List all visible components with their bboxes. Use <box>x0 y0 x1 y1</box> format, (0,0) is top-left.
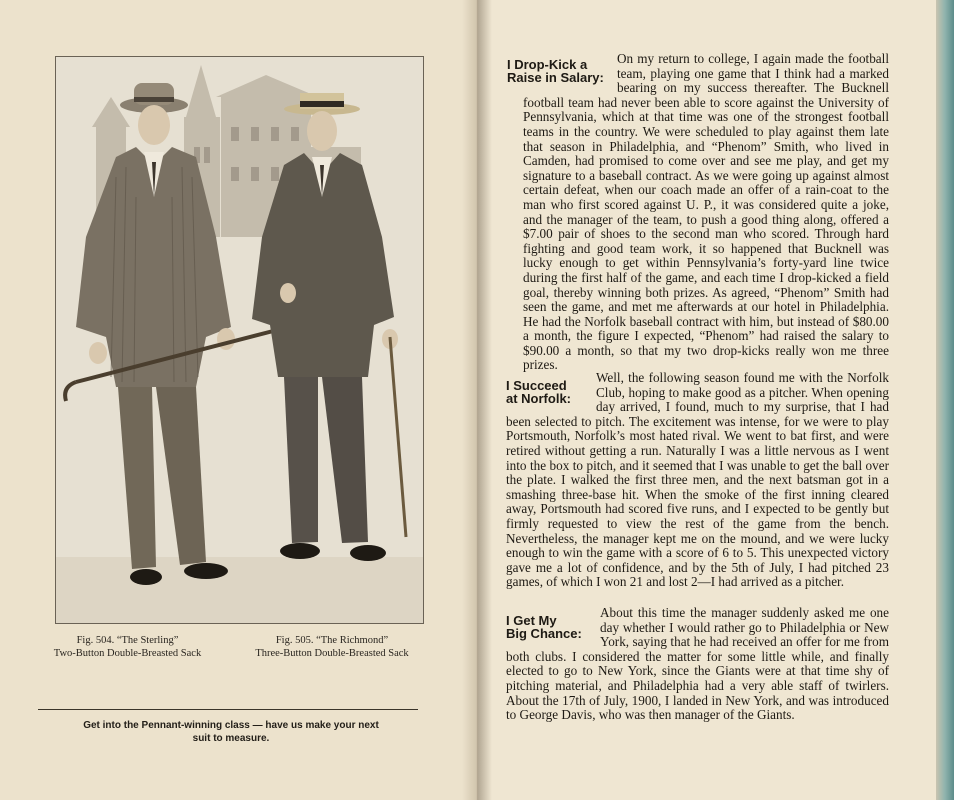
section-heading: I Get My Big Chance: <box>506 613 582 641</box>
section-body: On my return to college, I again made the football team, playing one game that I think had a marked bearing on my success thereafter. The Bucknell football team had never been able to score against the University of Pennsylvania, which at that time was one of the strongest football teams in the country. We were scheduled to play against them late that season in Philadelphia, and “Phenom” Smith, who lived in Camden, had promised to come over and see me play, and get my signature to a baseball contract. As we were going up against almost certain defeat, when our coach made an offer of a rain-coat to the man who first scored against U. P., it was considered quite a joke, and the manager of the team, to push a good thing along, offered a $7.00 pair of shoes to the second man who scored. Through hard fighting and good team work, it so happened that Bucknell was lucky enough to get within Pennsylvania’s forty-yard line twice during the first half of the game, and each time I drop-kicked a field goal, thereby winning both prizes. As agreed, “Phenom” Smith had seen the game, and met me afterwards at our hotel in Philadelphia. He had the Norfolk baseball contract with him, but instead of $80.00 a month, the figure I expected, “Phenom” had raised the salary to $90.00 a month, so that my two drop-kicks really won me three prizes. <box>523 51 889 373</box>
advertising-slogan <box>46 719 416 745</box>
slogan-line-1: Get into the Pennant-winning class — have us make your next <box>83 720 379 731</box>
section-big-chance <box>506 606 889 723</box>
slogan-line-2: suit to measure. <box>192 733 270 744</box>
section-drop-kick <box>507 51 889 373</box>
figure-name: “The Richmond” <box>316 635 389 646</box>
figure-caption-richmond <box>232 634 432 660</box>
section-norfolk <box>506 371 889 590</box>
book-gutter <box>462 0 492 800</box>
two-men-in-suits-image <box>56 57 423 623</box>
figure-label: Fig. 504. <box>76 635 115 646</box>
section-body: Well, the following season found me with the Norfolk Club, hoping to make good as a pitcher. When opening day arrived, I found, much to my surprise, that I had been selected to pitch. The excitement was intense, for we were to play Portsmouth, Norfolk’s most hated rival. We went to bat first, and were retired without getting a run. Naturally I was a little nervous as I went into the box to pitch, and it seemed that I was unable to get the ball over the plate. I walked the first three men, and the next batsman got in a smashing three-base hit. When the smoke of the first inning cleared away, Portsmouth had scored five runs, and I expected to be gently but firmly requested to view the rest of the game from the bench. Nevertheless, the manager kept me on the mound, and we were lucky enough to win the game with a score of 6 to 5. This unexpected victory gave me a lot of confidence, and by the 5th of July, I had pitched 23 games, of which I won 21 and lost 2—I had arrived as a pitcher. <box>506 370 889 590</box>
page-edge <box>936 0 954 800</box>
figure-description: Three-Button Double-Breasted Sack <box>255 648 409 659</box>
figure-label: Fig. 505. <box>275 635 314 646</box>
figure-name: “The Sterling” <box>116 635 179 646</box>
figure-description: Two-Button Double-Breasted Sack <box>53 648 202 659</box>
suits-illustration <box>55 56 424 624</box>
figure-caption-sterling <box>40 634 215 660</box>
section-body: About this time the manager suddenly asked me one day whether I would rather go to Philadelphia or New York, saying that he had received an offer for me from both clubs. I considered the matter for some little while, and finally elected to go to New York, since the Giants were at that time shy of pitching material, and Philadelphia had a very able staff of twirlers. About the 17th of July, 1900, I landed in New York, and was introduced to George Davis, who was then manager of the Giants. <box>506 605 889 723</box>
divider-rule <box>38 709 418 710</box>
section-heading: I Drop-Kick a Raise in Salary: <box>507 57 604 85</box>
section-heading: I Succeed at Norfolk: <box>506 378 571 406</box>
